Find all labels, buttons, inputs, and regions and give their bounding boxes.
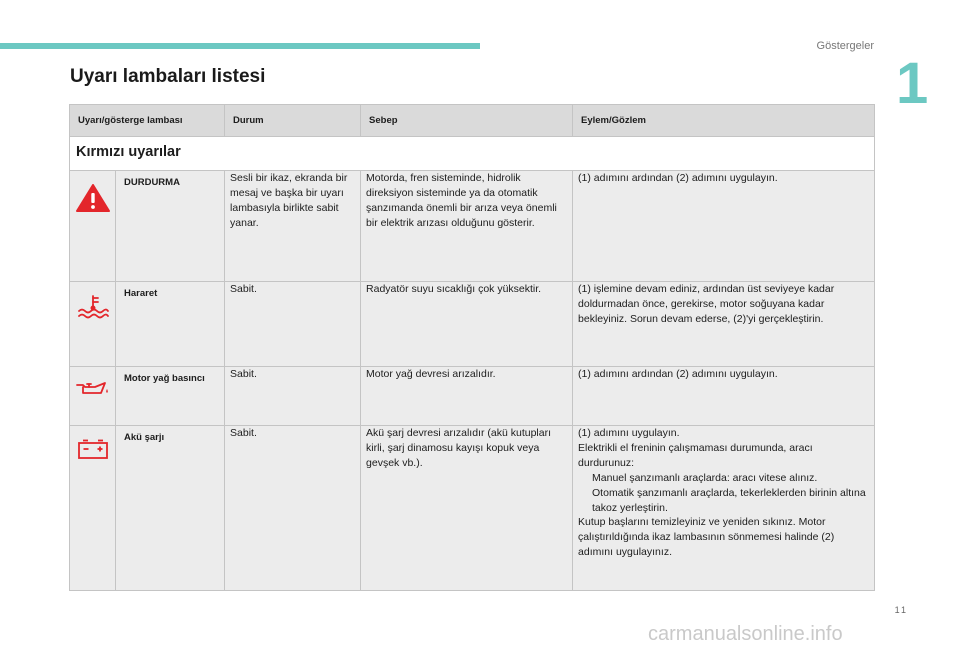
- lamp-name: Akü şarjı: [116, 426, 225, 591]
- bullet-text: Manuel şanzımanlı araçlarda: aracı vitese alınız.: [592, 471, 818, 484]
- cause-cell: Radyatör suyu sıcaklığı çok yüksektir.: [361, 282, 573, 367]
- action-cell: [573, 171, 875, 282]
- status-cell: Sabit.: [225, 426, 361, 591]
- coolant-temperature-icon: [76, 311, 110, 323]
- table-row: [70, 282, 875, 367]
- bullet-item: [578, 471, 869, 486]
- category-title: Kırmızı uyarılar: [70, 137, 875, 171]
- oil-pressure-icon: [75, 390, 111, 402]
- table-row: [70, 426, 875, 591]
- page-title: Uyarı lambaları listesi: [70, 66, 266, 87]
- action-text: (1) adımını ardından (2) adımını uygulayın.: [578, 172, 778, 184]
- col-header-status: Durum: [225, 105, 361, 137]
- action-text: Elektrikli el freninin çalışmaması durumunda, aracı durdurunuz:: [578, 441, 813, 469]
- bullet-text: Otomatik şanzımanlı araçlarda, tekerleklerden birinin altına takoz yerleştirin.: [592, 486, 866, 514]
- status-cell: Sabit.: [225, 282, 361, 367]
- section-label: Göstergeler: [816, 40, 874, 52]
- chapter-number: 1: [896, 51, 929, 116]
- action-cell: [573, 282, 875, 367]
- status-cell: Sabit.: [225, 367, 361, 426]
- action-text: (1) işlemine devam ediniz, ardından üst seviyeye kadar doldurmadan önce, gerekirse, motor soğuyana kadar bekleyiniz. Sorun devam ederse, (2)'yi gerçekleştirin.: [578, 283, 835, 325]
- action-cell: [573, 367, 875, 426]
- action-text: Kutup başlarını temizleyiniz ve yeniden sıkınız. Motor çalıştırıldığında ikaz lambasının sönmemesi halinde (2) adımını uygulayınız.: [578, 516, 835, 559]
- icon-cell: [70, 426, 116, 591]
- table-header-row: [70, 105, 875, 137]
- top-accent-bar: [0, 43, 480, 49]
- table-row: [70, 367, 875, 426]
- col-header-lamp: Uyarı/gösterge lambası: [70, 105, 225, 137]
- col-header-action: Eylem/Gözlem: [573, 105, 875, 137]
- warning-triangle-icon: [75, 204, 111, 216]
- lamp-name: Motor yağ basıncı: [116, 367, 225, 426]
- watermark: carmanualsonline.info: [648, 623, 843, 645]
- cause-cell: Motor yağ devresi arızalıdır.: [361, 367, 573, 426]
- table-row: [70, 171, 875, 282]
- cause-cell: Akü şarj devresi arızalıdır (akü kutupları kirli, şarj dinamosu kayışı kopuk veya gevşek vb.).: [361, 426, 573, 591]
- category-row: [70, 137, 875, 171]
- warning-lights-table: [69, 104, 875, 591]
- icon-cell: [70, 171, 116, 282]
- page-number: 11: [894, 605, 908, 615]
- status-cell: Sesli bir ikaz, ekranda bir mesaj ve başka bir uyarı lambasıyla birlikte sabit yanar.: [225, 171, 361, 282]
- action-text: (1) adımını uygulayın.: [578, 427, 680, 439]
- action-cell: [573, 426, 875, 591]
- battery-icon: [76, 451, 110, 463]
- cause-cell: Motorda, fren sisteminde, hidrolik direksiyon sisteminde ya da otomatik şanzımanda önemli bir arıza veya önemli bir elektrik arızası olduğunu gösterir.: [361, 171, 573, 282]
- icon-cell: [70, 282, 116, 367]
- lamp-name: DURDURMA: [116, 171, 225, 282]
- action-text: (1) adımını ardından (2) adımını uygulayın.: [578, 368, 778, 380]
- icon-cell: [70, 367, 116, 426]
- col-header-cause: Sebep: [361, 105, 573, 137]
- bullet-item: [578, 486, 869, 516]
- lamp-name: Hararet: [116, 282, 225, 367]
